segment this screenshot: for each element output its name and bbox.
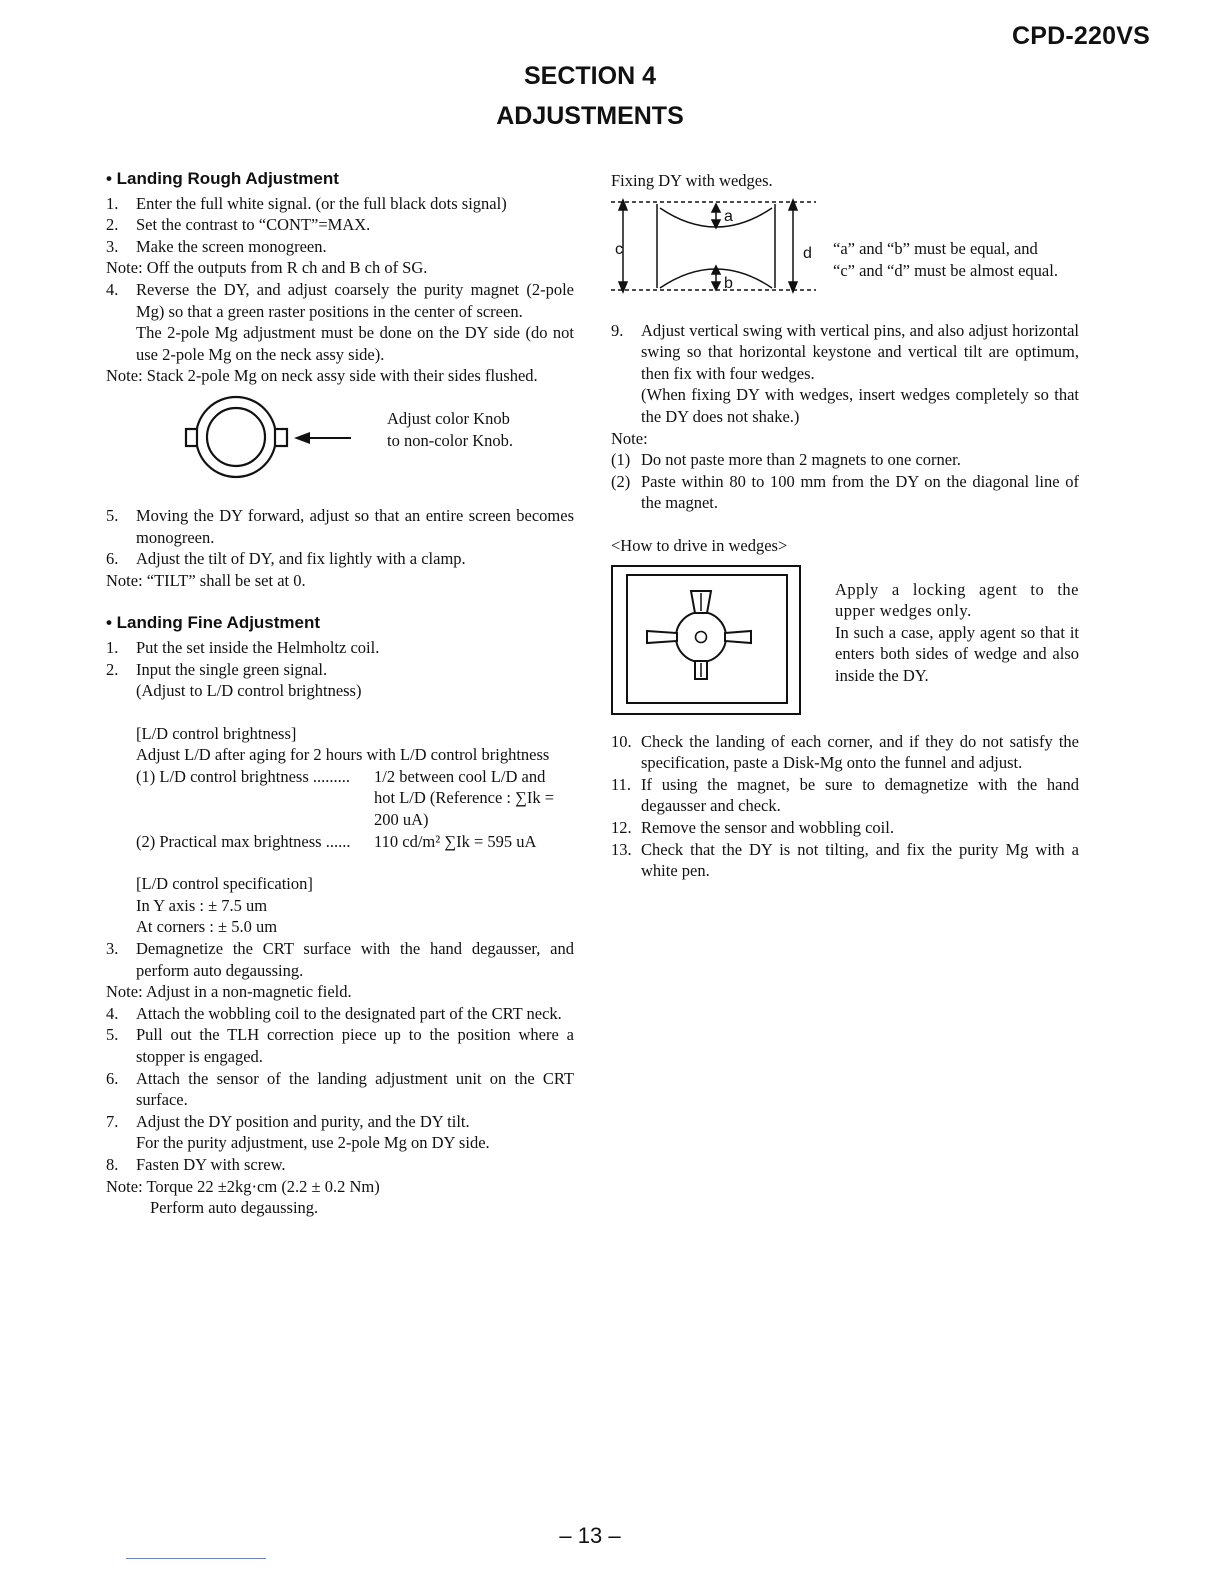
purity-magnet-figure	[106, 387, 574, 505]
section-number: SECTION 4	[524, 62, 656, 90]
label-a: a	[724, 207, 733, 225]
magnet-note-heading: Note:	[611, 428, 648, 448]
label-d: d	[803, 244, 812, 262]
equality-note-2: “c” and “d” must be almost equal.	[833, 260, 1058, 280]
fine-note-2: Note: Torque 22 ±2kg·cm (2.2 ± 0.2 Nm)	[106, 1176, 380, 1196]
ld-spec-corners: At corners : ± 5.0 um	[136, 917, 278, 937]
rough-step-2: 2. Set the contrast to “CONT”=MAX.	[106, 215, 371, 235]
rough-step-5: 5. Moving the DY forward, adjust so that an entire screen becomes monogreen.	[106, 505, 574, 547]
fine-step-4: 4. Attach the wobbling coil to the designated part of the CRT neck.	[106, 1003, 562, 1023]
fine-step-2-detail: (Adjust to L/D control brightness)	[136, 681, 362, 701]
fine-note-2-detail: Perform auto degaussing.	[150, 1198, 319, 1218]
wedge-howto-figure	[611, 565, 1079, 731]
rough-step-4: 4. Reverse the DY, and adjust coarsely the purity magnet (2-pole Mg) so that a green raster positions in the center of screen.	[106, 279, 574, 321]
step-12: 12. Remove the sensor and wobbling coil.	[611, 817, 894, 837]
rough-step-6: 6. Adjust the tilt of DY, and fix lightly with a clamp.	[106, 549, 466, 569]
ld-brightness-text: Adjust L/D after aging for 2 hours with L/D control brightness	[136, 745, 550, 765]
step-10: 10. Check the landing of each corner, and if they do not satisfy the specification, paste a Disk-Mg onto the funnel and adjust.	[611, 731, 1079, 773]
model-number: CPD-220VS	[1012, 22, 1150, 50]
label-b: b	[724, 274, 733, 292]
rough-note-1: Note: Off the outputs from R ch and B ch of SG.	[106, 258, 428, 278]
fine-step-2: 2. Input the single green signal.	[106, 659, 328, 679]
ld-spec-y-axis: In Y axis : ± 7.5 um	[136, 895, 268, 915]
fine-step-1: 1. Put the set inside the Helmholtz coil.	[106, 637, 380, 657]
rough-heading: • Landing Rough Adjustment	[106, 169, 339, 188]
figure-label-line-2: to non-color Knob.	[387, 430, 514, 450]
magnet-note-1: (1) Do not paste more than 2 magnets to one corner.	[611, 450, 961, 470]
fine-step-6: 6. Attach the sensor of the landing adjustment unit on the CRT surface.	[106, 1068, 574, 1110]
wedge-fixing-figure	[611, 192, 1079, 320]
wedge-howto-title: <How to drive in wedges>	[611, 535, 788, 555]
fine-step-7: 7. Adjust the DY position and purity, and the DY tilt.	[106, 1111, 470, 1131]
rough-step-1: 1. Enter the full white signal. (or the full black dots signal)	[106, 193, 507, 213]
ld-spec-1: (1) L/D control brightness ......... 1/2 between cool L/D and hot L/D (Reference : ∑Ik = 200 uA)	[136, 766, 555, 830]
locking-agent-note-2: In such a case, apply agent so that it enters both sides of wedge and also inside the DY.	[835, 622, 1079, 685]
fine-step-8: 8. Fasten DY with screw.	[106, 1154, 286, 1174]
wedge-drive-diagram	[611, 565, 803, 717]
ld-brightness-heading: [L/D control brightness]	[136, 723, 297, 743]
rough-step-4-detail: The 2-pole Mg adjustment must be done on the DY side (do not use 2-pole Mg on the neck assy side).	[136, 323, 574, 364]
page-title: ADJUSTMENTS	[496, 102, 684, 130]
ld-spec-2: (2) Practical max brightness ...... 110 cd/m² ∑Ik = 595 uA	[136, 831, 537, 851]
fixing-dy-title: Fixing DY with wedges.	[611, 171, 773, 190]
magnet-note-2: (2) Paste within 80 to 100 mm from the DY on the diagonal line of the magnet.	[611, 471, 1079, 513]
ld-spec-heading: [L/D control specification]	[136, 874, 313, 894]
fine-step-7-detail: For the purity adjustment, use 2-pole Mg on DY side.	[136, 1133, 490, 1153]
step-9-detail: (When fixing DY with wedges, insert wedges completely so that the DY does not shake.)	[641, 385, 1079, 426]
figure-label-line-1: Adjust color Knob	[387, 408, 510, 428]
fine-step-5: 5. Pull out the TLH correction piece up to the position where a stopper is engaged.	[106, 1025, 574, 1066]
step-11: 11. If using the magnet, be sure to demagnetize with the hand degausser and check.	[611, 774, 1079, 816]
fine-step-3: 3. Demagnetize the CRT surface with the hand degausser, and perform auto degaussing.	[106, 939, 574, 980]
right-column	[611, 170, 1079, 882]
rough-note-3: Note: “TILT” shall be set at 0.	[106, 570, 306, 590]
label-c: c	[615, 240, 623, 258]
rough-note-2: Note: Stack 2-pole Mg on neck assy side with their sides flushed.	[106, 366, 538, 386]
step-9: 9. Adjust vertical swing with vertical pins, and also adjust horizontal swing so that horizontal keystone and vertical tilt are optimum, then fix with four wedges.	[611, 320, 1079, 383]
step-13: 13. Check that the DY is not tilting, and fix the purity Mg with a white pen.	[611, 839, 1079, 881]
locking-agent-note-1: Apply a locking agent to the upper wedges only.	[835, 579, 1079, 621]
dy-wedge-diagram	[611, 196, 821, 308]
equality-note-1: “a” and “b” must be equal, and	[833, 238, 1038, 258]
fine-note-1: Note: Adjust in a non-magnetic field.	[106, 982, 352, 1002]
fine-heading: • Landing Fine Adjustment	[106, 613, 321, 633]
page-number: – 13 –	[559, 1523, 621, 1548]
rough-step-3: 3. Make the screen monogreen.	[106, 236, 327, 256]
footer-rule	[126, 1558, 266, 1559]
left-column	[106, 168, 574, 1219]
